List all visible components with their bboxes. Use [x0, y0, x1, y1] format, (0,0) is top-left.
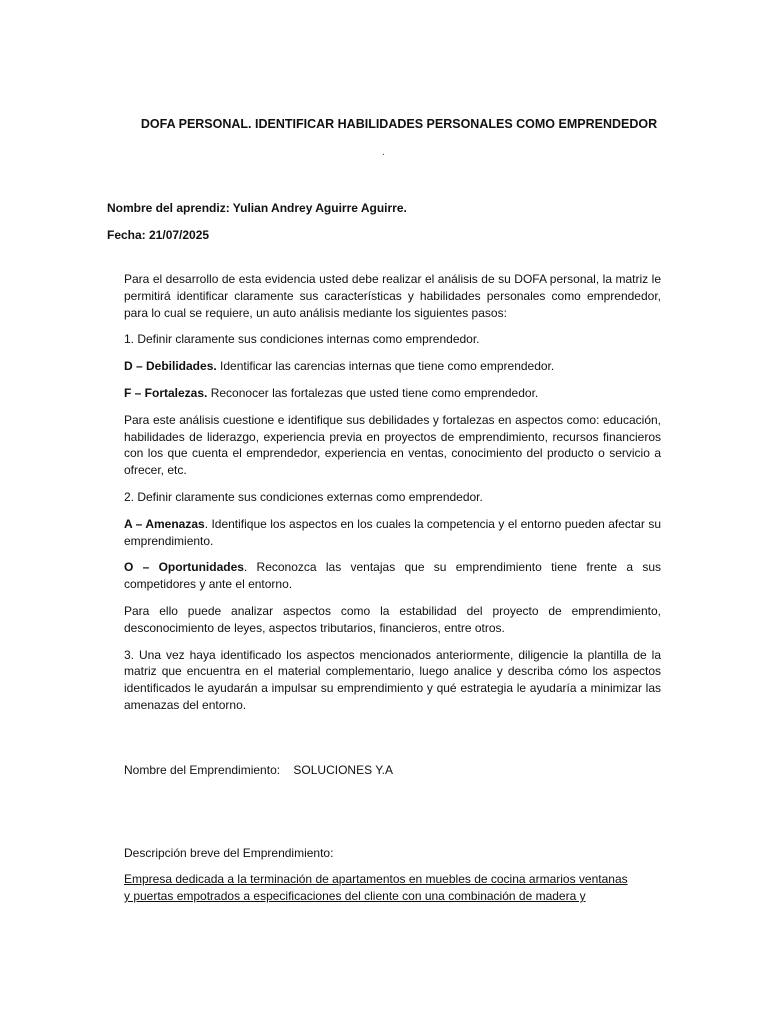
- date-line: Fecha: 21/07/2025: [107, 228, 210, 242]
- fortalezas-item: [124, 385, 661, 402]
- debilidades-text: Identificar las carencias internas que tiene como emprendedor.: [216, 359, 555, 374]
- debilidades-label: D – Debilidades.: [124, 359, 217, 374]
- analysis-paragraph: Para este análisis cuestione e identifique sus debilidades y fortalezas en aspectos como: educación, habilidades de liderazgo, experiencia previa en proyectos de emprendimiento, recursos financieros con los que cuenta el emprendedor, experiencia en ventas, conocimiento del producto o servicio a ofrecer, etc.: [124, 412, 661, 478]
- centered-dot: .: [382, 146, 386, 158]
- intro-paragraph: Para el desarrollo de esta evidencia usted debe realizar el análisis de su DOFA personal, la matriz le permitirá identificar claramente sus características y habilidades personales como emprendedor, para lo cual se requiere, un auto análisis mediante los siguientes pasos:: [124, 272, 661, 320]
- amenazas-text: . Identifique los aspectos en los cuales la competencia y el entorno pueden afectar su emprendimiento.: [124, 516, 662, 548]
- venture-name-value: SOLUCIONES Y.A: [293, 763, 394, 777]
- amenazas-label: A – Amenazas: [124, 516, 205, 531]
- oportunidades-item: [124, 559, 661, 593]
- fortalezas-label: F – Fortalezas.: [124, 385, 208, 400]
- step-3: 3. Una vez haya identificado los aspectos mencionados anteriormente, diligencie la plantilla de la matriz que encuentra en el material complementario, luego analice y describa cómo los aspectos identificados le ayudarán a impulsar su emprendimiento y qué estrategia le ayudaría a minimizar las amenazas del entorno.: [124, 647, 661, 712]
- external-paragraph: Para ello puede analizar aspectos como la estabilidad del proyecto de emprendimiento, desconocimiento de leyes, aspectos tributarios, financieros, entre otros.: [124, 603, 661, 635]
- oportunidades-label: O – Oportunidades: [124, 560, 244, 575]
- oportunidades-text: . Reconozca las ventajas que su emprendimiento tiene frente a sus competidores y ante el entorno.: [124, 560, 661, 592]
- fortalezas-text: Reconocer las fortalezas que usted tiene como emprendedor.: [207, 385, 539, 400]
- step-1: 1. Definir claramente sus condiciones internas como emprendedor.: [124, 332, 480, 347]
- debilidades-item: [124, 358, 661, 375]
- document-title: DOFA PERSONAL. IDENTIFICAR HABILIDADES PERSONALES COMO EMPRENDEDOR: [140, 117, 658, 131]
- student-name: Nombre del aprendiz: Yulian Andrey Aguirre Aguirre.: [107, 201, 407, 215]
- description-line-2: y puertas empotrados a especificaciones del cliente con una combinación de madera y: [124, 889, 586, 903]
- venture-name-row: [124, 762, 669, 779]
- description-line-1: Empresa dedicada a la terminación de apartamentos en muebles de cocina armarios ventanas: [124, 872, 628, 886]
- step-2: 2. Definir claramente sus condiciones externas como emprendedor.: [124, 489, 483, 504]
- description-text: [124, 871, 669, 905]
- description-label: Descripción breve del Emprendimiento:: [124, 846, 334, 860]
- amenazas-item: [124, 516, 661, 550]
- instructions-body: [124, 271, 661, 724]
- venture-name-label: Nombre del Emprendimiento:: [124, 763, 281, 777]
